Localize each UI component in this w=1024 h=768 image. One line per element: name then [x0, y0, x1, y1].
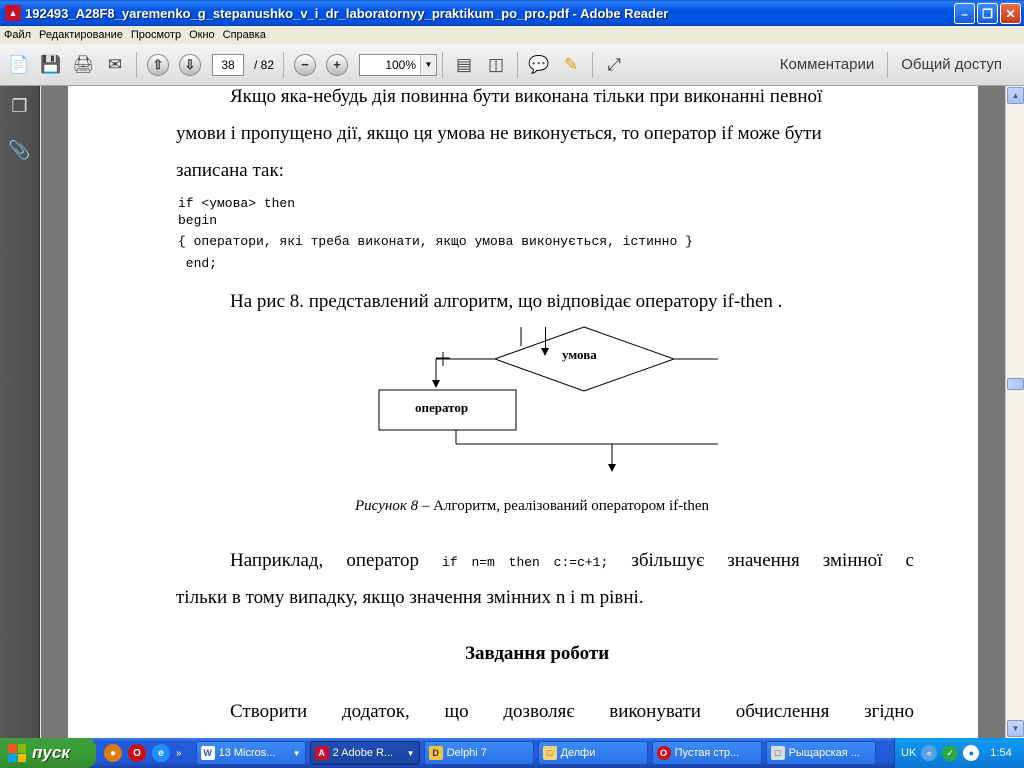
zoom-value: 100%	[385, 57, 417, 72]
paragraph-line: записана так:	[176, 160, 284, 181]
word: обчислення	[735, 701, 830, 722]
toolbar	[0, 44, 1024, 86]
taskbar	[0, 738, 1024, 768]
word: згідно	[864, 701, 914, 722]
navigation-panel	[0, 86, 40, 738]
page-total: / 82	[254, 57, 275, 72]
word: збільшує	[631, 550, 705, 571]
comment-icon[interactable]: 💬	[528, 54, 550, 74]
email-icon[interactable]: ✉	[107, 54, 123, 74]
paragraph-line	[230, 550, 914, 572]
figure-caption	[355, 498, 709, 515]
windows-logo-icon	[8, 744, 26, 762]
delphi-icon: D	[429, 746, 443, 760]
menu-window[interactable]: Окно	[189, 29, 215, 41]
paragraph-line: умови і пропущено дії, якщо ця умова не виконується, то оператор if може бути	[176, 123, 822, 144]
zoom-out-button[interactable]: −	[294, 54, 316, 76]
antivirus-icon[interactable]: ●	[963, 745, 979, 761]
word: Наприклад,	[230, 550, 324, 571]
language-indicator[interactable]: UK	[901, 747, 917, 759]
paragraph-line	[230, 701, 914, 723]
word: значення	[727, 550, 800, 571]
zoom-select[interactable]	[359, 54, 437, 76]
scroll-down-button[interactable]: ▼	[1007, 720, 1024, 737]
word: Створити	[230, 701, 308, 722]
menu-help[interactable]: Справка	[222, 29, 266, 41]
inline-code: if n=m then c:=c+1;	[442, 555, 609, 570]
opera-icon: O	[657, 746, 671, 760]
restore-button[interactable]: ❐	[977, 3, 998, 24]
code-line: begin	[178, 213, 218, 228]
adobe-reader-icon: ▲	[5, 5, 21, 21]
menu-edit[interactable]: Редактирование	[39, 29, 123, 41]
diagram-arrow-fix	[545, 327, 546, 349]
quick-launch	[104, 744, 182, 762]
share-panel-link[interactable]: Общий доступ	[901, 56, 1002, 73]
paragraph-line: тільки в тому випадку, якщо значення змінних n і m рівні.	[176, 587, 644, 608]
tray-arrow-icon[interactable]: «	[921, 745, 937, 761]
menu-file[interactable]: Файл	[4, 29, 32, 41]
window-title: 192493_A28F8_yaremenko_g_stepanushko_v_i_dr_laboratornyy_praktikum_po_pro.pdf - Adobe Reader	[25, 5, 669, 21]
chevron-down-icon: ▼	[292, 748, 301, 758]
folder-icon: □	[543, 746, 557, 760]
window-icon: □	[771, 746, 785, 760]
vertical-scrollbar[interactable]	[1005, 86, 1024, 738]
task-adobe-reader[interactable]: A 2 Adobe R... ▼	[310, 741, 420, 765]
next-page-button[interactable]: ⇩	[179, 54, 201, 76]
condition-label: умова	[562, 347, 597, 362]
comments-panel-link[interactable]: Комментарии	[779, 56, 875, 73]
word: додаток,	[341, 701, 410, 722]
word: що	[444, 701, 469, 722]
menu-bar	[0, 26, 1024, 44]
clock: 1:54	[990, 747, 1012, 759]
chevron-down-icon[interactable]: ▼	[420, 55, 436, 75]
code-line: if <умова> then	[178, 196, 296, 211]
fit-width-icon[interactable]: ◫	[487, 54, 505, 74]
scroll-thumb[interactable]	[1007, 378, 1024, 390]
task-window[interactable]: □ Рыщарская ...	[766, 741, 876, 765]
opera-icon[interactable]: O	[128, 744, 146, 762]
word: виконувати	[609, 701, 701, 722]
highlight-icon[interactable]: ✎	[563, 54, 579, 74]
page-thumbnails-icon[interactable]: ❐	[11, 95, 28, 116]
fullscreen-icon[interactable]: ⤢	[607, 54, 621, 74]
zoom-in-button[interactable]: +	[326, 54, 348, 76]
task-opera[interactable]: O Пустая стр...	[652, 741, 762, 765]
paragraph-line: Якщо яка-небудь дія повинна бути виконана тільки при виконанні певної	[230, 86, 823, 107]
operator-label: оператор	[415, 400, 469, 415]
browser-icon[interactable]: ●	[104, 744, 122, 762]
menu-view[interactable]: Просмотр	[130, 29, 182, 41]
code-line: { оператори, які треба виконати, якщо умова виконується, істинно }	[178, 234, 693, 249]
task-word[interactable]: W 13 Micros... ▼	[196, 741, 306, 765]
close-button[interactable]: ✕	[1000, 3, 1021, 24]
word: с	[905, 550, 914, 571]
pdf-page	[68, 86, 978, 738]
title-bar	[0, 0, 1024, 26]
section-heading: Завдання роботи	[465, 643, 610, 664]
task-folder[interactable]: □ Делфи	[538, 741, 648, 765]
previous-page-button[interactable]: ⇧	[147, 54, 169, 76]
more-icon[interactable]: »	[176, 747, 182, 759]
word: дозволяє	[503, 701, 575, 722]
chevron-down-icon: ▼	[406, 748, 415, 758]
system-tray	[894, 738, 1024, 768]
network-icon[interactable]: ✓	[942, 745, 958, 761]
flowchart-diagram	[348, 322, 718, 477]
save-icon[interactable]: 💾	[40, 54, 62, 74]
internet-explorer-icon[interactable]: e	[152, 744, 170, 762]
caption-text: – Алгоритм, реалізований оператором if-then	[418, 498, 710, 514]
caption-label: Рисунок 8	[355, 498, 419, 514]
fit-page-icon[interactable]: ▤	[455, 54, 473, 74]
adobe-icon: A	[315, 746, 329, 760]
create-pdf-icon[interactable]: 📄	[8, 54, 30, 74]
print-icon[interactable]: 🖨	[72, 54, 94, 74]
scroll-up-button[interactable]: ▲	[1007, 87, 1024, 104]
start-label: пуск	[32, 743, 70, 762]
word: змінної	[822, 550, 883, 571]
page-number-input[interactable]: 38	[212, 54, 244, 76]
word-icon: W	[201, 746, 215, 760]
document-viewport	[41, 86, 1005, 738]
minimize-button[interactable]: –	[954, 3, 975, 24]
word: оператор	[346, 550, 419, 571]
start-button[interactable]	[0, 738, 96, 768]
task-delphi[interactable]: D Delphi 7	[424, 741, 534, 765]
attachments-icon[interactable]: 📎	[8, 139, 31, 160]
paragraph-line: На рис 8. представлений алгоритм, що відповідає оператору if-then .	[230, 291, 783, 312]
code-line: end;	[178, 256, 218, 271]
